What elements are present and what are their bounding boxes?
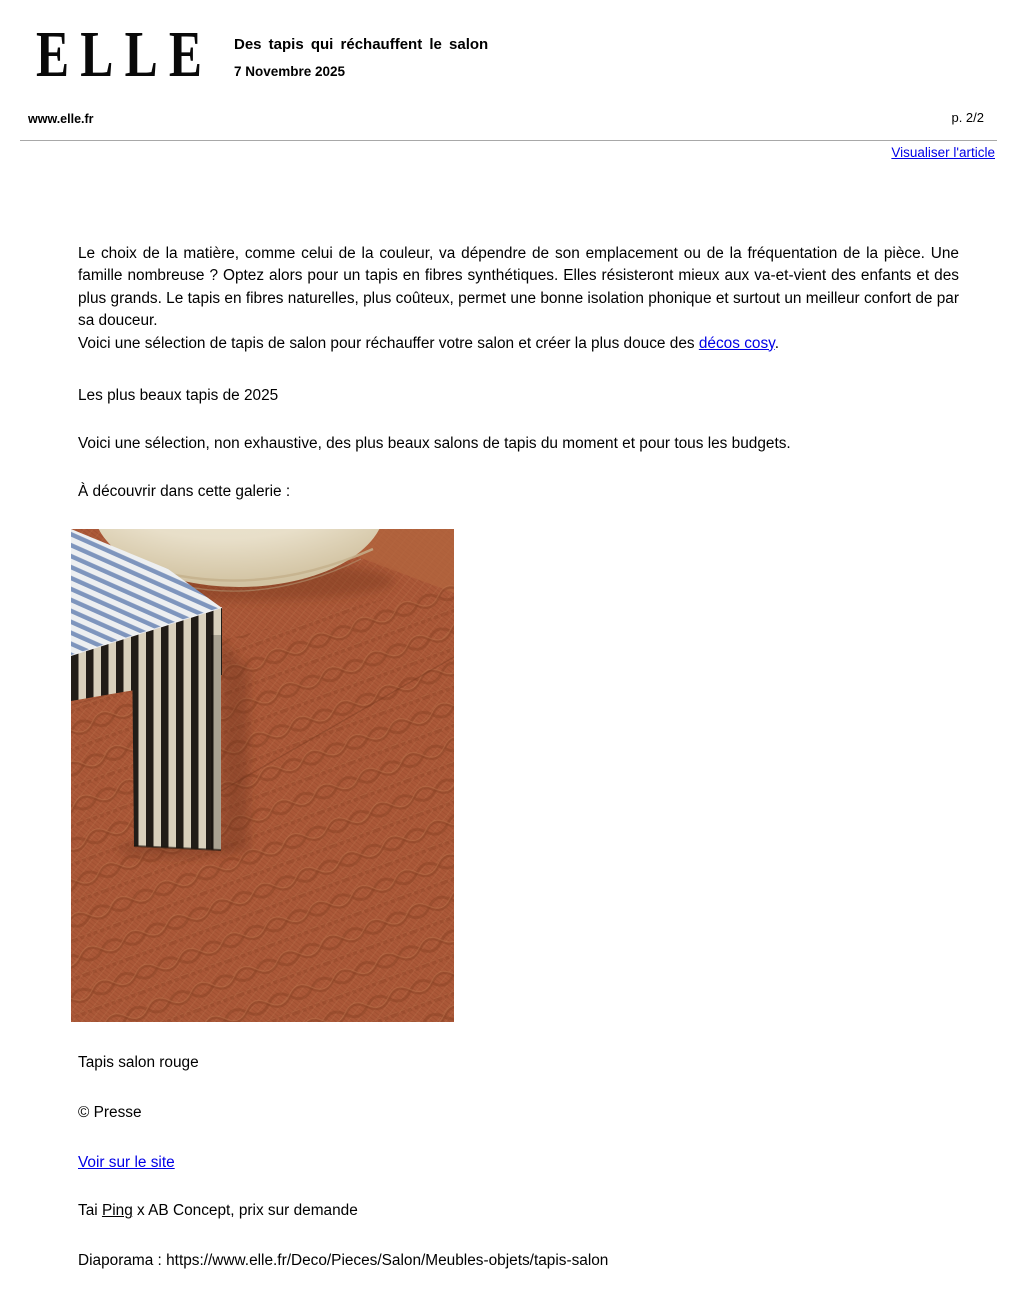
product-prefix: Tai [78,1202,102,1220]
table-leg [132,635,221,850]
rug-photo-svg [71,529,454,1022]
elle-logo: ELLE [36,18,214,91]
publication-date: 7 Novembre 2025 [234,64,346,79]
selection-text: Voici une sélection de tapis de salon pour réchauffer votre salon et créer la plus douce des [78,334,699,352]
photo-caption: Tapis salon rouge [78,1054,199,1072]
header-divider [20,140,997,141]
article-title: Des tapis qui réchauffent le salon [234,36,489,53]
article-body [78,243,959,1272]
visualize-article-link[interactable]: Visualiser l'article [891,145,995,160]
selection-suffix: . [774,334,779,352]
product-suffix: x AB Concept, prix sur demande [132,1202,358,1220]
rug-photo [71,529,454,1022]
decos-cosy-link[interactable]: décos cosy [698,334,775,352]
page-indicator: p. 2/2 [951,110,984,125]
view-site-link[interactable]: Voir sur le site [78,1154,175,1172]
photo-credit: © Presse [78,1103,142,1121]
article-subtitle: Les plus beaux tapis de 2025 [78,387,279,405]
diaporama-url: Diaporama : https://www.elle.fr/Deco/Pieces/Salon/Meubles-objets/tapis-salon [78,1251,609,1269]
selection-note: Voici une sélection, non exhaustive, des plus beaux salons de tapis du moment et pour tous les budgets. [78,435,791,453]
product-line [78,1200,959,1222]
website-url: www.elle.fr [28,112,94,126]
product-brand-link[interactable]: Ping [101,1202,133,1220]
gallery-intro: À découvrir dans cette galerie : [78,482,291,500]
selection-paragraph [78,333,959,355]
intro-paragraph: Le choix de la matière, comme celui de la couleur, va dépendre de son emplacement ou de la fréquentation de la pièce. Une famille nombreuse ? Optez alors pour un tapis en fibres synthétiques. Elles résisteront mieux aux va-et-vient des enfants et des plus grands. Le tapis en fibres naturelles, plus coûteux, permet une bonne isolation phonique et surtout un meilleur confort de par sa douceur. [78,245,959,330]
